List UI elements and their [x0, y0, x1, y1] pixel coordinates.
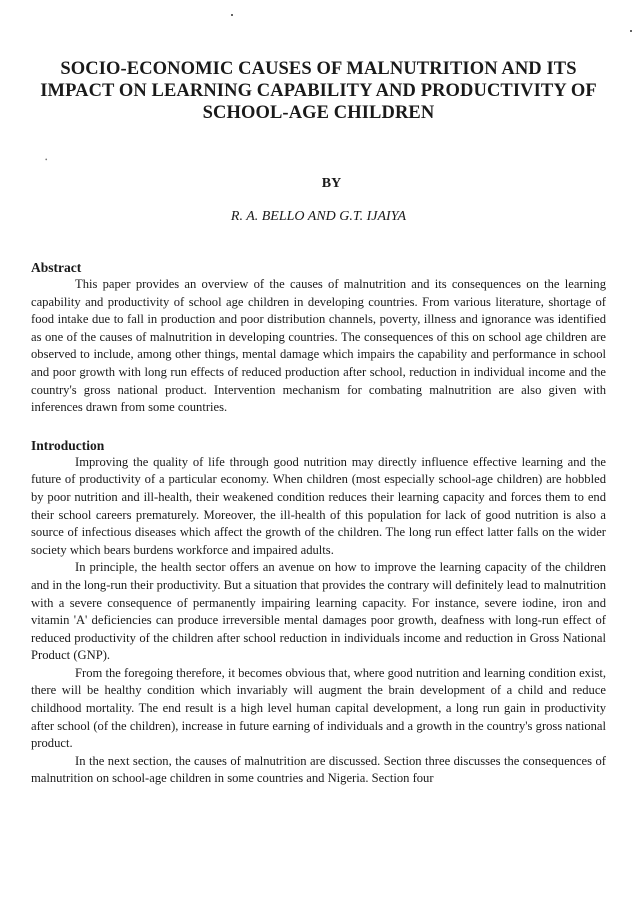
introduction-paragraph: From the foregoing therefore, it becomes obvious that, where good nutrition and learning condition exist, there will be healthy condition which invariably will augment the brain development of a child and reduce childhood mortality. The end result is a high level human capital development, a long run gain in productivity after school (of the children), increase in future earning of individuals and a growth in the country's gross national product.: [31, 665, 606, 751]
title-line: SCHOOL-AGE CHILDREN: [202, 103, 435, 123]
abstract-paragraph: This paper provides an overview of the causes of malnutrition and its consequences on the learning capability and productivity of school age children in developing countries. From various literature, shortage of food intake due to fall in production and poor distribution channels, poverty, illness and ignorance was identified as one of the causes of malnutrition in developing countries. The consequences of this on school age children are observed to include, among other things, mental damage which impairs the capability and performance in school and poor growth with long run effects of reduced production after school, reduction in individual income and the country's gross national product. Intervention mechanism for combating malnutrition are also given with inferences drawn from some countries.: [31, 277, 606, 415]
introduction-paragraph: In principle, the health sector offers an avenue on how to improve the learning capacity of the children and in the long-run their productivity. But a situation that provides the contrary will definitely lead to malnutrition with a severe consequence of permanently impairing learning capacity. For instance, severe iodine, iron and vitamin 'A' deficiencies can produce irreversible mental damages poor growth, deafness with long-run effect of reduced productivity of the children after school reduction in individuals income and reduction in Gross National Product (GNP).: [31, 560, 606, 663]
title-line: SOCIO-ECONOMIC CAUSES OF MALNUTRITION AND ITS: [60, 59, 577, 79]
scan-speck: [630, 30, 632, 32]
scan-mark: •: [45, 156, 48, 164]
introduction-heading: Introduction: [31, 437, 105, 453]
introduction-section: [31, 437, 606, 788]
abstract-section: [31, 259, 606, 417]
title-line: IMPACT ON LEARNING CAPABILITY AND PRODUCTIVITY OF: [40, 81, 597, 101]
introduction-paragraph: Improving the quality of life through good nutrition may directly influence effective learning and the future of productivity of a particular economy. When children (most especially school-age children) are hobbled by poor nutrition and ill-health, their weakened condition reduces their learning capacity and forces them to end their school careers prematurely. Moreover, the ill-health of this population for lack of good nutrition is also a source of infectious diseases which affect the growth of the children. The long run effect latter falls on the wider society which bears burdens workforce and impaired adults.: [31, 454, 606, 557]
introduction-paragraph: In the next section, the causes of malnutrition are discussed. Section three discusses the consequences of malnutrition on school-age children in some countries and Nigeria. Section four: [31, 753, 606, 786]
scan-speck: [231, 14, 233, 16]
abstract-heading: Abstract: [31, 260, 82, 275]
paper-title: [31, 58, 606, 124]
author-names: R. A. BELLO AND G.T. IJAIYA: [230, 209, 407, 224]
byline: BY: [321, 176, 342, 191]
